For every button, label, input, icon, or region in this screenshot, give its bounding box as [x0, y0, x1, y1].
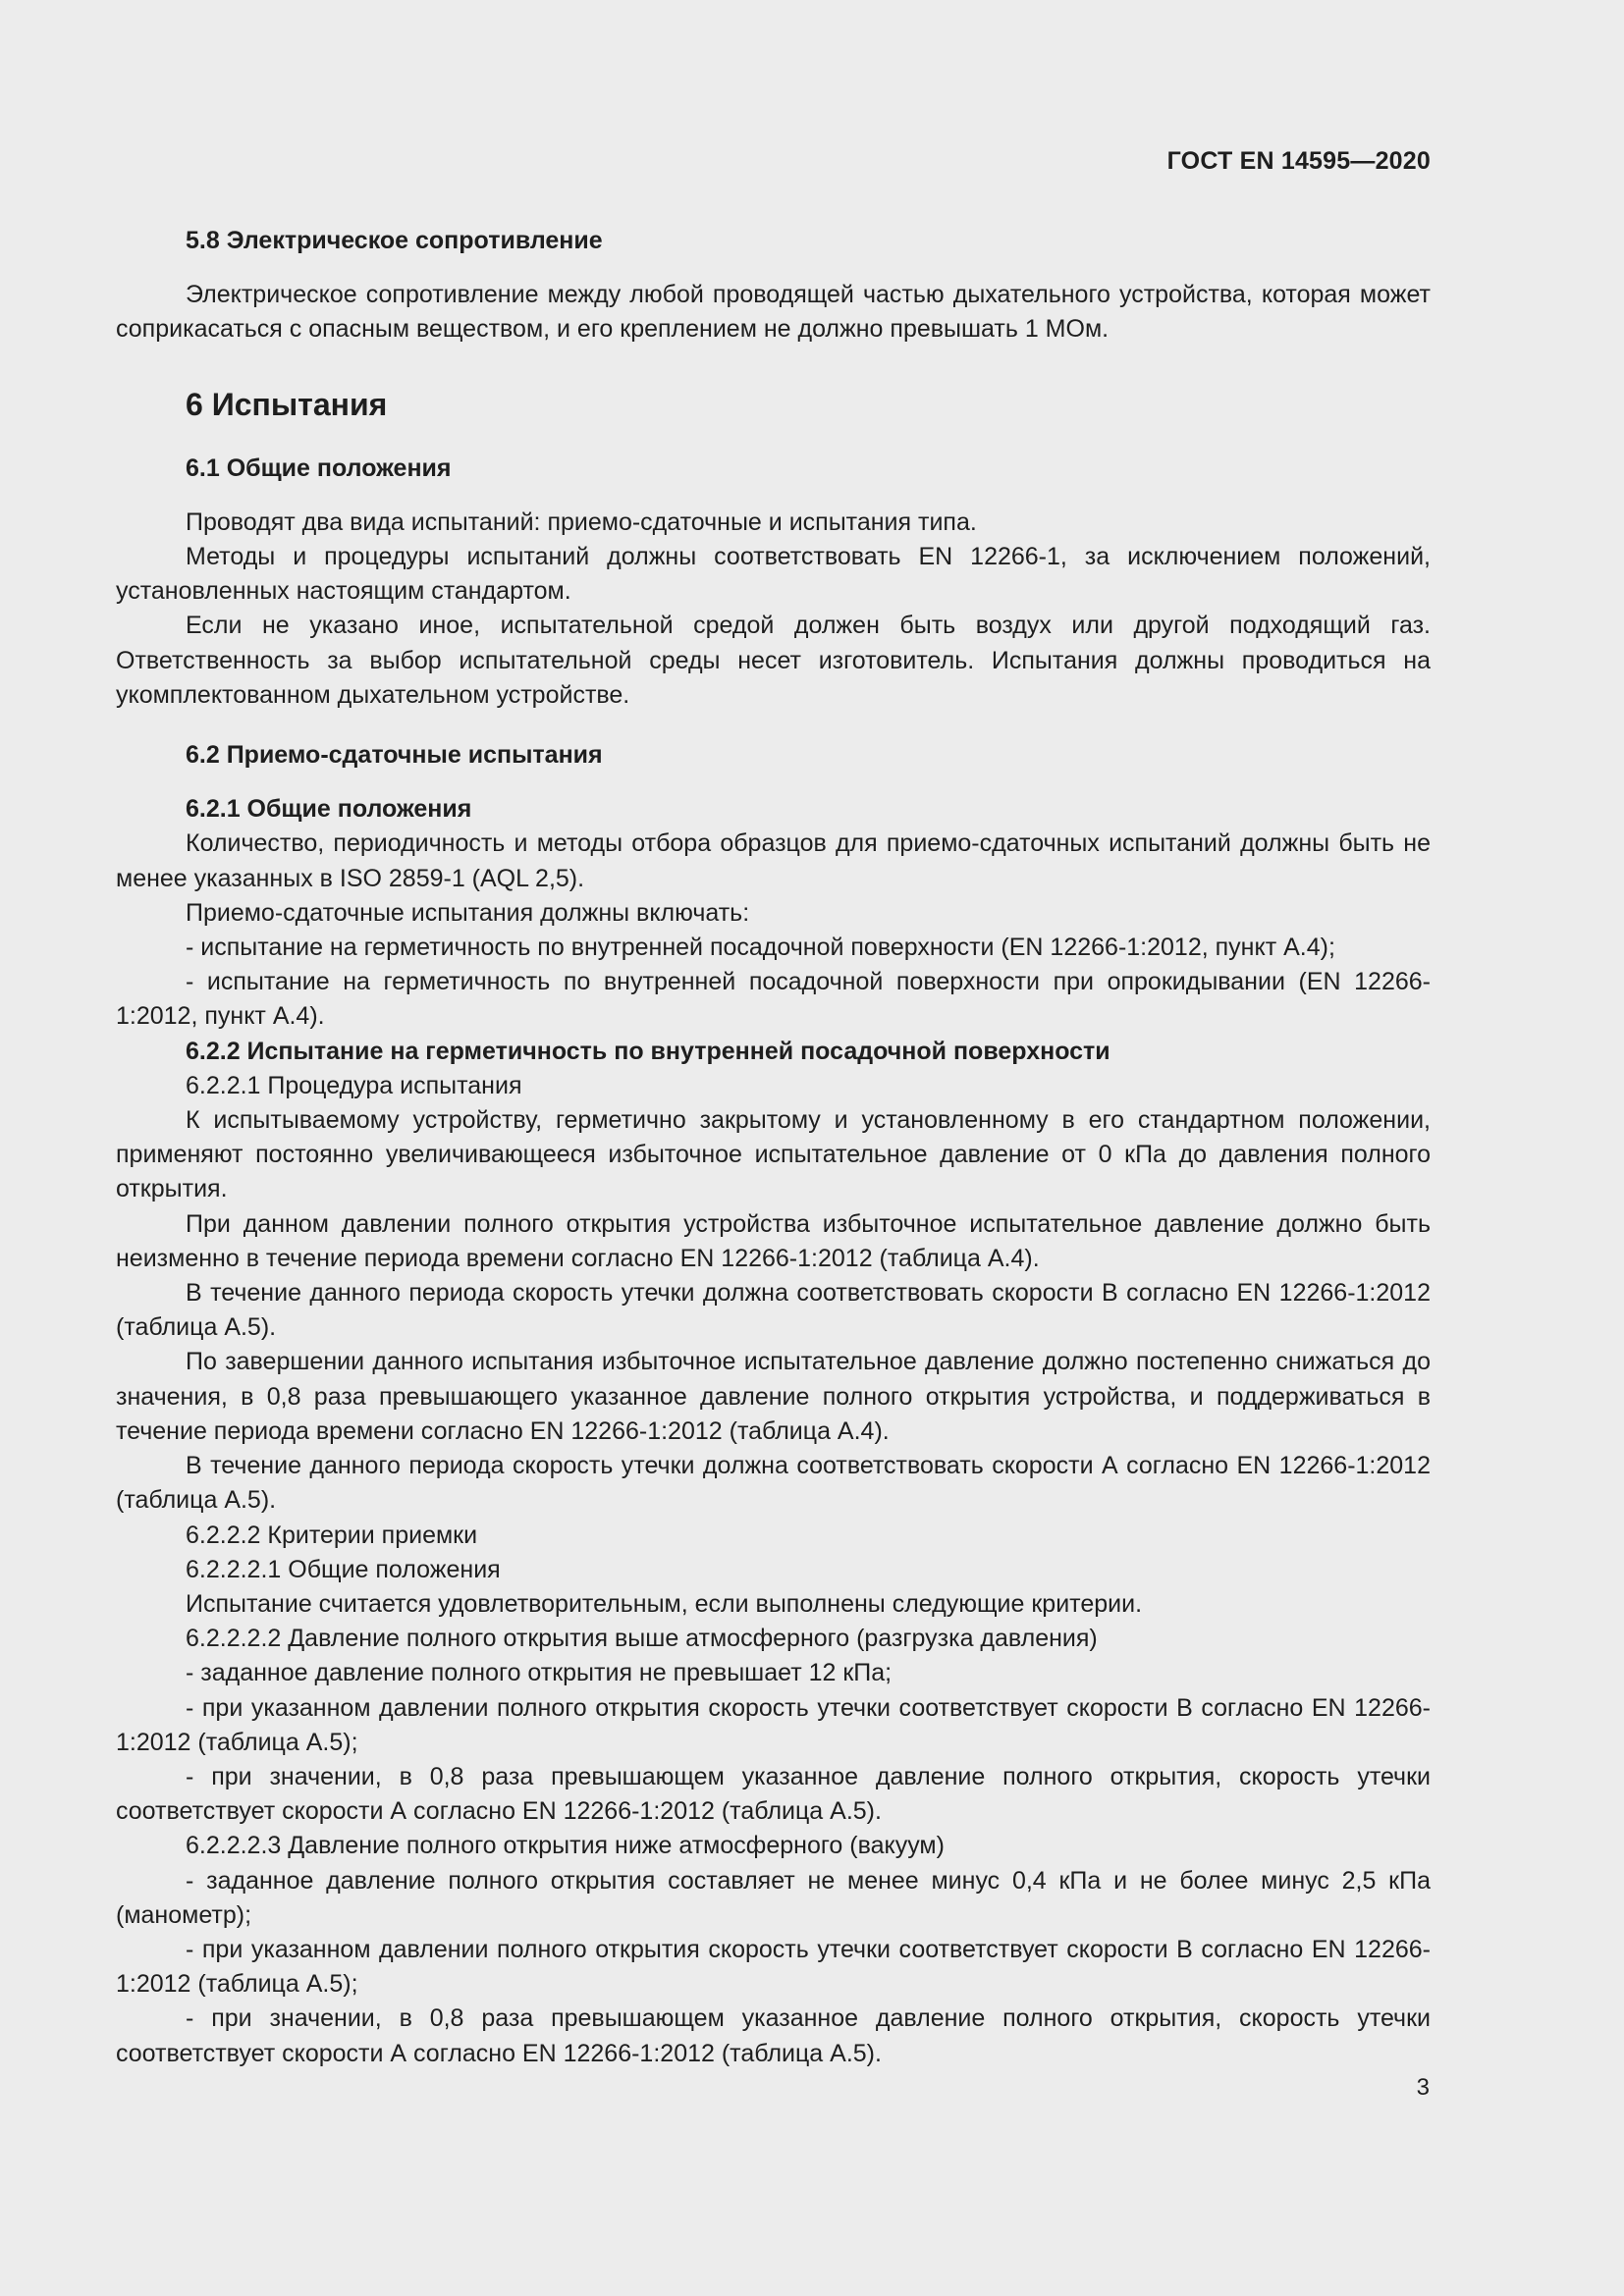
section-6-1-paragraph-3: Если не указано иное, испытательной средой должен быть воздух или другой подходящий газ. Ответственность за выбор испытательной среды несет изготовитель. Испытания должны проводиться на укомплектованном дыхательном устройстве. [116, 612, 1431, 709]
section-6-2-2-2-2-list-item-3: - при значении, в 0,8 раза превышающем указанное давление полного открытия, скорость утечки соответствует скорости А согласно EN 12266-1:2012 (таблица А.5). [116, 1762, 1431, 1826]
document-body [116, 224, 1431, 2071]
section-6-2-2-2-1-paragraph: Испытание считается удовлетворительным, если выполнены следующие критерии. [186, 1589, 1143, 1618]
section-5-8-heading: 5.8 Электрическое сопротивление [186, 227, 603, 254]
section-6-1-paragraph-1: Проводят два вида испытаний: приемо-сдаточные и испытания типа. [186, 507, 977, 536]
document-header: ГОСТ EN 14595—2020 [1166, 147, 1431, 175]
section-6-1-heading: 6.1 Общие положения [186, 454, 452, 482]
section-6-2-2-2-3-list-item-3: - при значении, в 0,8 раза превышающем указанное давление полного открытия, скорость утечки соответствует скорости А согласно EN 12266-1:2012 (таблица А.5). [116, 2004, 1431, 2067]
section-5-8-paragraph: Электрическое сопротивление между любой проводящей частью дыхательного устройства, которая может соприкасаться с опасным веществом, и его креплением не должно превышать 1 МОм. [116, 281, 1431, 344]
section-6-2-1-list-item-1: - испытание на герметичность по внутренней посадочной поверхности (EN 12266-1:2012, пункт А.4); [186, 934, 1335, 962]
section-6-2-1-list-item-2: - испытание на герметичность по внутренней посадочной поверхности при опрокидывании (EN 12266-1:2012, пункт А.4). [116, 968, 1431, 1031]
section-6-2-2-1-heading: 6.2.2.1 Процедура испытания [186, 1071, 522, 1099]
section-6-2-2-2-2-list-item-1: - заданное давление полного открытия не превышает 12 кПа; [186, 1659, 893, 1687]
page-number: 3 [1416, 2074, 1430, 2101]
section-6-2-2-2-3-list-item-1: - заданное давление полного открытия составляет не менее минус 0,4 кПа и не более минус 2,5 кПа (манометр); [116, 1866, 1431, 1929]
section-6-2-1-paragraph-2: Приемо-сдаточные испытания должны включать: [186, 898, 750, 927]
section-6-2-2-2-3-list-item-2: - при указанном давлении полного открытия скорость утечки соответствует скорости В согласно EN 12266-1:2012 (таблица А.5); [116, 1935, 1431, 1999]
section-6-2-2-heading: 6.2.2 Испытание на герметичность по внутренней посадочной поверхности [186, 1037, 1110, 1065]
section-6-2-1-paragraph-1: Количество, периодичность и методы отбора образцов для приемо-сдаточных испытаний должны быть не менее указанных в ISO 2859-1 (AQL 2,5). [116, 829, 1431, 892]
section-6-2-2-2-heading: 6.2.2.2 Критерии приемки [186, 1521, 478, 1549]
section-6-2-2-2-1-heading: 6.2.2.2.1 Общие положения [186, 1555, 501, 1583]
section-6-2-2-1-paragraph-4: По завершении данного испытания избыточное испытательное давление должно постепенно снижаться до значения, в 0,8 раза превышающего указанное давление полного открытия устройства, и поддерживаться в течение периода времени согласно EN 12266-1:2012 (таблица А.4). [116, 1348, 1431, 1445]
section-6-2-2-2-3-heading: 6.2.2.2.3 Давление полного открытия ниже атмосферного (вакуум) [186, 1832, 945, 1860]
section-6-2-2-2-2-heading: 6.2.2.2.2 Давление полного открытия выше атмосферного (разгрузка давления) [186, 1625, 1098, 1653]
section-6-2-2-1-paragraph-2: При данном давлении полного открытия устройства избыточное испытательное давление должно быть неизменно в течение периода времени согласно EN 12266-1:2012 (таблица А.4). [116, 1209, 1431, 1272]
section-6-2-2-1-paragraph-3: В течение данного периода скорость утечки должна соответствовать скорости В согласно EN 12266-1:2012 (таблица А.5). [116, 1279, 1431, 1342]
section-6-2-heading: 6.2 Приемо-сдаточные испытания [186, 741, 603, 770]
section-6-1-paragraph-2: Методы и процедуры испытаний должны соответствовать EN 12266-1, за исключением положений, установленных настоящим стандартом. [116, 543, 1431, 606]
section-6-2-2-2-2-list-item-2: - при указанном давлении полного открытия скорость утечки соответствует скорости В согласно EN 12266-1:2012 (таблица А.5); [116, 1693, 1431, 1756]
section-6-2-2-1-paragraph-5: В течение данного периода скорость утечки должна соответствовать скорости А согласно EN 12266-1:2012 (таблица А.5). [116, 1452, 1431, 1515]
section-6-2-2-1-paragraph-1: К испытываемому устройству, герметично закрытому и установленному в его стандартном положении, применяют постоянно увеличивающееся избыточное испытательное давление от 0 кПа до давления полного открытия. [116, 1106, 1431, 1203]
section-6-heading: 6 Испытания [186, 386, 388, 422]
section-6-2-1-heading: 6.2.1 Общие положения [186, 795, 472, 824]
